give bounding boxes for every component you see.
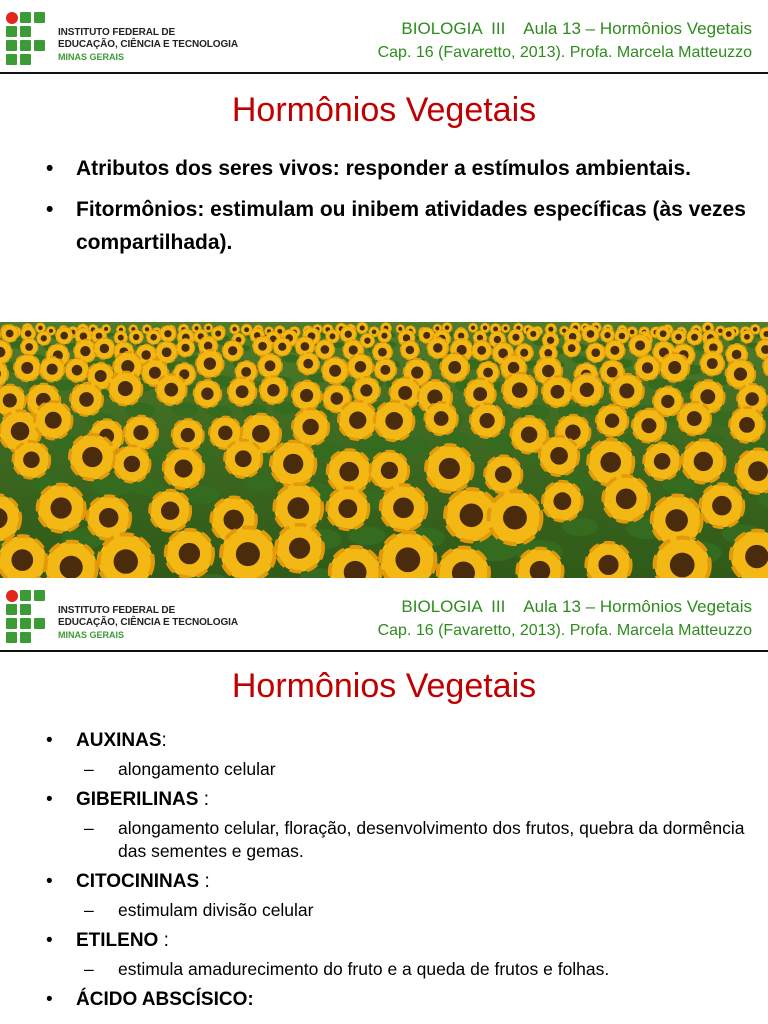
- institute-logo-icon: [6, 12, 46, 68]
- sunflower: [543, 481, 599, 536]
- sub-item: – estimula amadurecimento do fruto e a queda de frutos e folhas.: [84, 959, 610, 979]
- slide-header: [0, 578, 768, 650]
- sunflower: [425, 402, 471, 447]
- sunflower: [586, 542, 649, 578]
- course-reference: Cap. 16 (Favaretto, 2013). Profa. Marcela Matteuzzo: [377, 622, 752, 639]
- institute-logo-icon: [6, 590, 46, 646]
- list-item: • ÁCIDO ABSCÍSICO:: [46, 989, 254, 1010]
- sunflower: [731, 531, 768, 578]
- course-reference: Cap. 16 (Favaretto, 2013). Profa. Marcela Matteuzzo: [377, 44, 752, 61]
- slide-title: Hormônios Vegetais: [231, 667, 537, 705]
- course-info: [378, 17, 752, 65]
- slide-header: [0, 0, 768, 72]
- list-item: • CITOCININAS : – estimulam divisão celular: [46, 867, 746, 922]
- sunflower-field-image: [0, 322, 768, 578]
- list-item: • ETILENO : – estimula amadurecimento do fruto e a queda de frutos e folhas.: [46, 926, 746, 981]
- sub-item: – alongamento celular, floração, desenvolvimento dos frutos, quebra da dormência das sementes e gemas.: [84, 818, 745, 861]
- sunflower: [99, 534, 175, 578]
- sunflower: [517, 548, 581, 578]
- institute-name: INSTITUTO FEDERAL DE EDUCAÇÃO, CIÊNCIA E TECNOLOGIA MINAS GERAIS: [58, 605, 238, 640]
- list-item: • Fitormônios: estimulam ou inibem atividades específicas (às vezes compartilhada).: [46, 198, 746, 254]
- course-title: BIOLOGIA III Aula 13 – Hormônios Vegetais: [401, 19, 752, 38]
- hormone-list: [46, 726, 746, 1019]
- sunflower: [470, 404, 518, 451]
- sunflower: [563, 340, 587, 364]
- institute-name: INSTITUTO FEDERAL DE EDUCAÇÃO, CIÊNCIA E TECNOLOGIA MINAS GERAIS: [58, 27, 238, 62]
- sunflower: [655, 538, 732, 578]
- slide-title: Hormônios Vegetais: [231, 91, 537, 129]
- bullet-list: [46, 152, 746, 267]
- course-title: BIOLOGIA III Aula 13 – Hormônios Vegetais: [401, 597, 752, 616]
- course-info: [378, 595, 752, 643]
- header-divider: [0, 72, 768, 74]
- list-item: • Atributos dos seres vivos: responder a estímulos ambientais.: [46, 157, 692, 180]
- list-item: • AUXINAS: – alongamento celular: [46, 726, 746, 781]
- slide-2: [0, 578, 768, 1024]
- list-item: • GIBERILINAS : – alongamento celular, floração, desenvolvimento dos frutos, quebra da dormência das sementes e gemas.: [46, 789, 745, 861]
- sub-item: – alongamento celular: [84, 759, 276, 779]
- header-divider: [0, 650, 768, 652]
- sub-item: – estimulam divisão celular: [84, 900, 314, 920]
